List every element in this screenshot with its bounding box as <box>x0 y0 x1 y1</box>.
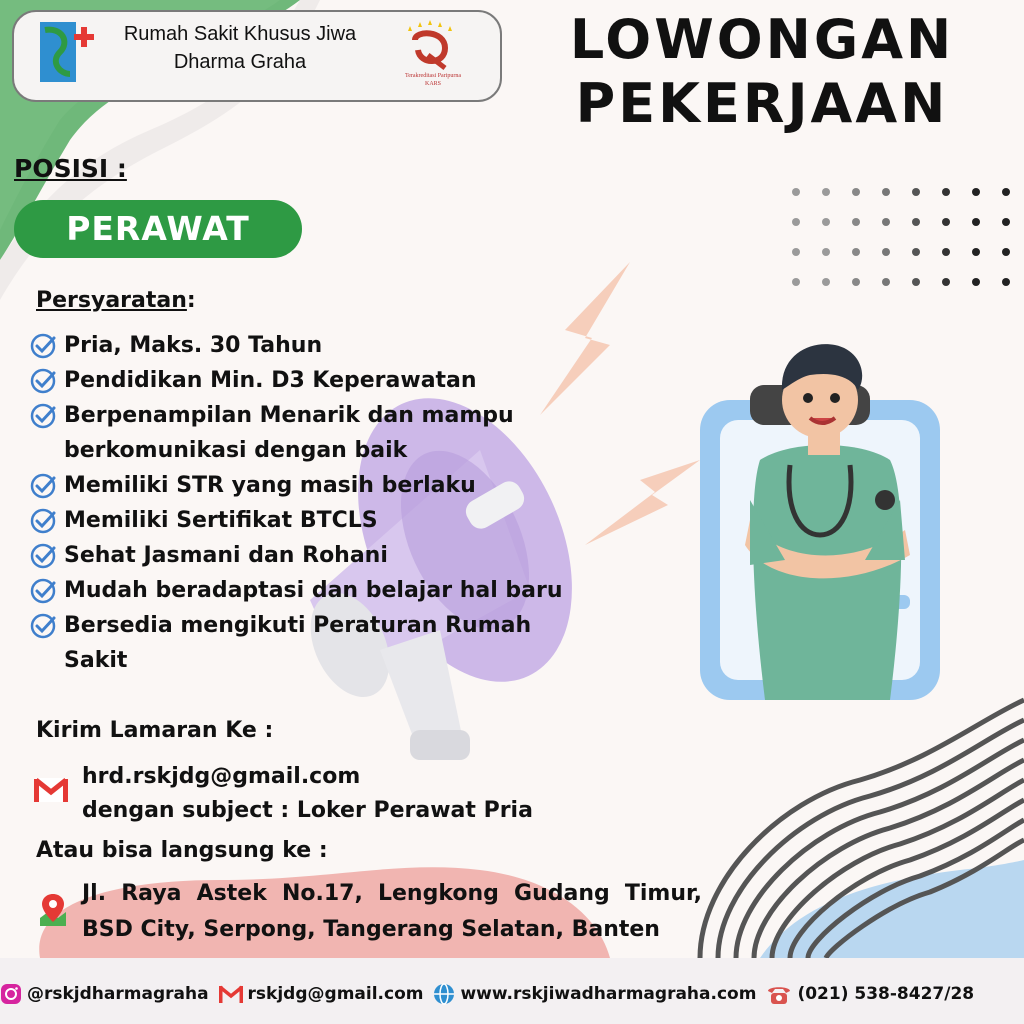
phone-text: (021) 538-8427/28 <box>797 984 975 1004</box>
headline-line2: PEKERJAAN <box>575 72 949 135</box>
check-icon <box>30 578 56 604</box>
footer-email[interactable] <box>219 984 424 1004</box>
requirement-text: Berpenampilan Menarik dan mampu berkomunikasi dengan baik <box>64 403 514 463</box>
gmail-icon <box>34 776 68 804</box>
requirement-text: Memiliki STR yang masih berlaku <box>64 473 476 498</box>
footer-website[interactable] <box>433 983 756 1005</box>
footer-email-text: rskjdg@gmail.com <box>247 984 424 1004</box>
hospital-name <box>90 20 390 76</box>
phone-icon <box>766 983 792 1005</box>
requirement-item <box>30 608 670 678</box>
footer-contacts <box>0 980 1024 1008</box>
footer-instagram[interactable] <box>0 983 209 1005</box>
gmail-icon <box>219 985 243 1003</box>
hospital-logo-icon <box>40 22 94 82</box>
footer-phone[interactable] <box>766 983 974 1005</box>
location-pin-icon <box>38 892 68 928</box>
address: Jl. Raya Astek No.17, Lengkong Gudang Timur, BSD City, Serpong, Tangerang Selatan, Banten <box>82 881 702 942</box>
headline <box>512 8 1012 136</box>
requirement-item <box>30 363 670 398</box>
headline-line1: LOWONGAN <box>569 8 955 71</box>
position-title: PERAWAT <box>14 200 302 258</box>
send-label: Kirim Lamaran Ke : <box>36 718 274 743</box>
check-icon <box>30 508 56 534</box>
check-icon <box>30 403 56 429</box>
check-icon <box>30 333 56 359</box>
requirement-item <box>30 468 670 503</box>
nurse-illustration <box>690 330 960 710</box>
requirement-item <box>30 328 670 363</box>
requirement-item <box>30 503 670 538</box>
check-icon <box>30 613 56 639</box>
requirement-item <box>30 398 670 468</box>
check-icon <box>30 368 56 394</box>
check-icon <box>30 543 56 569</box>
direct-label: Atau bisa langsung ke : <box>36 838 328 863</box>
requirement-text: Pendidikan Min. D3 Keperawatan <box>64 368 477 393</box>
requirement-item <box>30 538 670 573</box>
globe-icon <box>433 983 455 1005</box>
accreditation-line1: Terakreditasi Paripurna <box>404 73 462 79</box>
accreditation-logo-icon <box>400 20 460 70</box>
website-text: www.rskjiwadharmagraha.com <box>460 984 757 1004</box>
application-email[interactable]: hrd.rskjdg@gmail.com <box>82 764 361 789</box>
requirements-list <box>30 328 670 678</box>
requirements-title-text: Persyaratan <box>36 288 187 313</box>
check-icon <box>30 473 56 499</box>
instagram-handle: @rskjdharmagraha <box>27 984 209 1004</box>
accreditation-line2: KARS <box>424 81 441 87</box>
requirement-text: Sehat Jasmani dan Rohani <box>64 543 388 568</box>
requirement-text: Mudah beradaptasi dan belajar hal baru <box>64 578 563 603</box>
requirement-text: Bersedia mengikuti Peraturan Rumah Sakit <box>64 613 532 673</box>
hospital-name-line1: Rumah Sakit Khusus Jiwa <box>123 23 357 45</box>
application-subject: dengan subject : Loker Perawat Pria <box>82 798 533 823</box>
hospital-name-line2: Dharma Graha <box>173 51 307 73</box>
requirements-title-suffix: : <box>186 288 196 313</box>
requirements-title <box>36 288 196 313</box>
position-label: POSISI : <box>14 154 127 183</box>
accreditation-text <box>385 72 481 88</box>
requirement-item <box>30 573 670 608</box>
requirement-text: Pria, Maks. 30 Tahun <box>64 333 323 358</box>
requirement-text: Memiliki Sertifikat BTCLS <box>64 508 378 533</box>
instagram-icon <box>0 983 22 1005</box>
